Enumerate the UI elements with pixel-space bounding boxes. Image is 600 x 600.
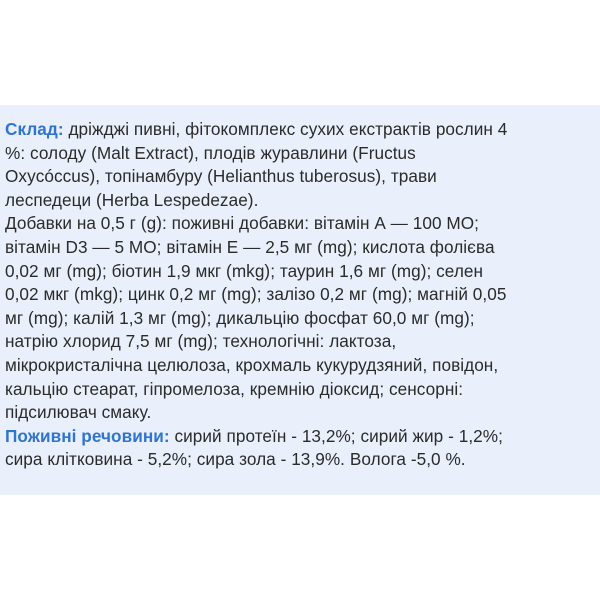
composition-line: Oxycóccus), топінамбуру (Helianthus tuberosus), трави: [5, 166, 437, 187]
composition-line-1-text: дріжджі пивні, фітокомплекс сухих екстрактів рослин 4: [63, 119, 508, 139]
additives-line: вітамін D3 — 5 МО; вітамін Е — 2,5 мг (mg); кислота фолієва: [5, 236, 495, 257]
additives-line: мікрокристалічна целюлоза, крохмаль кукурудзяний, повідон,: [5, 354, 499, 375]
composition-heading: Склад:: [5, 119, 64, 139]
additives-line: натрію хлорид 7,5 мг (mg); технологічні: лактоза,: [5, 331, 397, 352]
additives-line: підсилювач смаку.: [5, 402, 152, 423]
nutrients-heading: Поживні речовини:: [5, 425, 170, 446]
additives-line: мг (mg); калій 1,3 мг (mg); дикальцію фосфат 60,0 мг (mg);: [5, 307, 475, 328]
nutrients-line-1: [5, 425, 595, 449]
composition-line: %: солоду (Malt Extract), плодів журавлини (Fructus: [5, 142, 416, 163]
nutrients-line-2: сира клітковина - 5,2%; сира зола - 13,9%. Волога -5,0 %.: [5, 449, 466, 470]
ingredients-text: [5, 118, 595, 472]
additives-line: 0,02 мг (mg); біотин 1,9 мкг (mkg); таурин 1,6 мг (mg); селен: [5, 260, 484, 281]
composition-line: леспедеци (Herba Lespedezae).: [5, 189, 259, 210]
nutrients-line-1-text: сирий протеїн - 13,2%; сирий жир - 1,2%;: [169, 425, 503, 446]
additives-line: Добавки на 0,5 г (g): поживні добавки: вітамін А — 100 МО;: [5, 213, 480, 234]
additives-line: кальцію стеарат, гіпромелоза, кремнію діоксид; сенсорні:: [5, 378, 464, 399]
composition-line-1: [5, 118, 595, 142]
additives-line: 0,02 мкг (mkg); цинк 0,2 мг (mg); залізо 0,2 мг (mg); магній 0,05: [5, 284, 507, 305]
